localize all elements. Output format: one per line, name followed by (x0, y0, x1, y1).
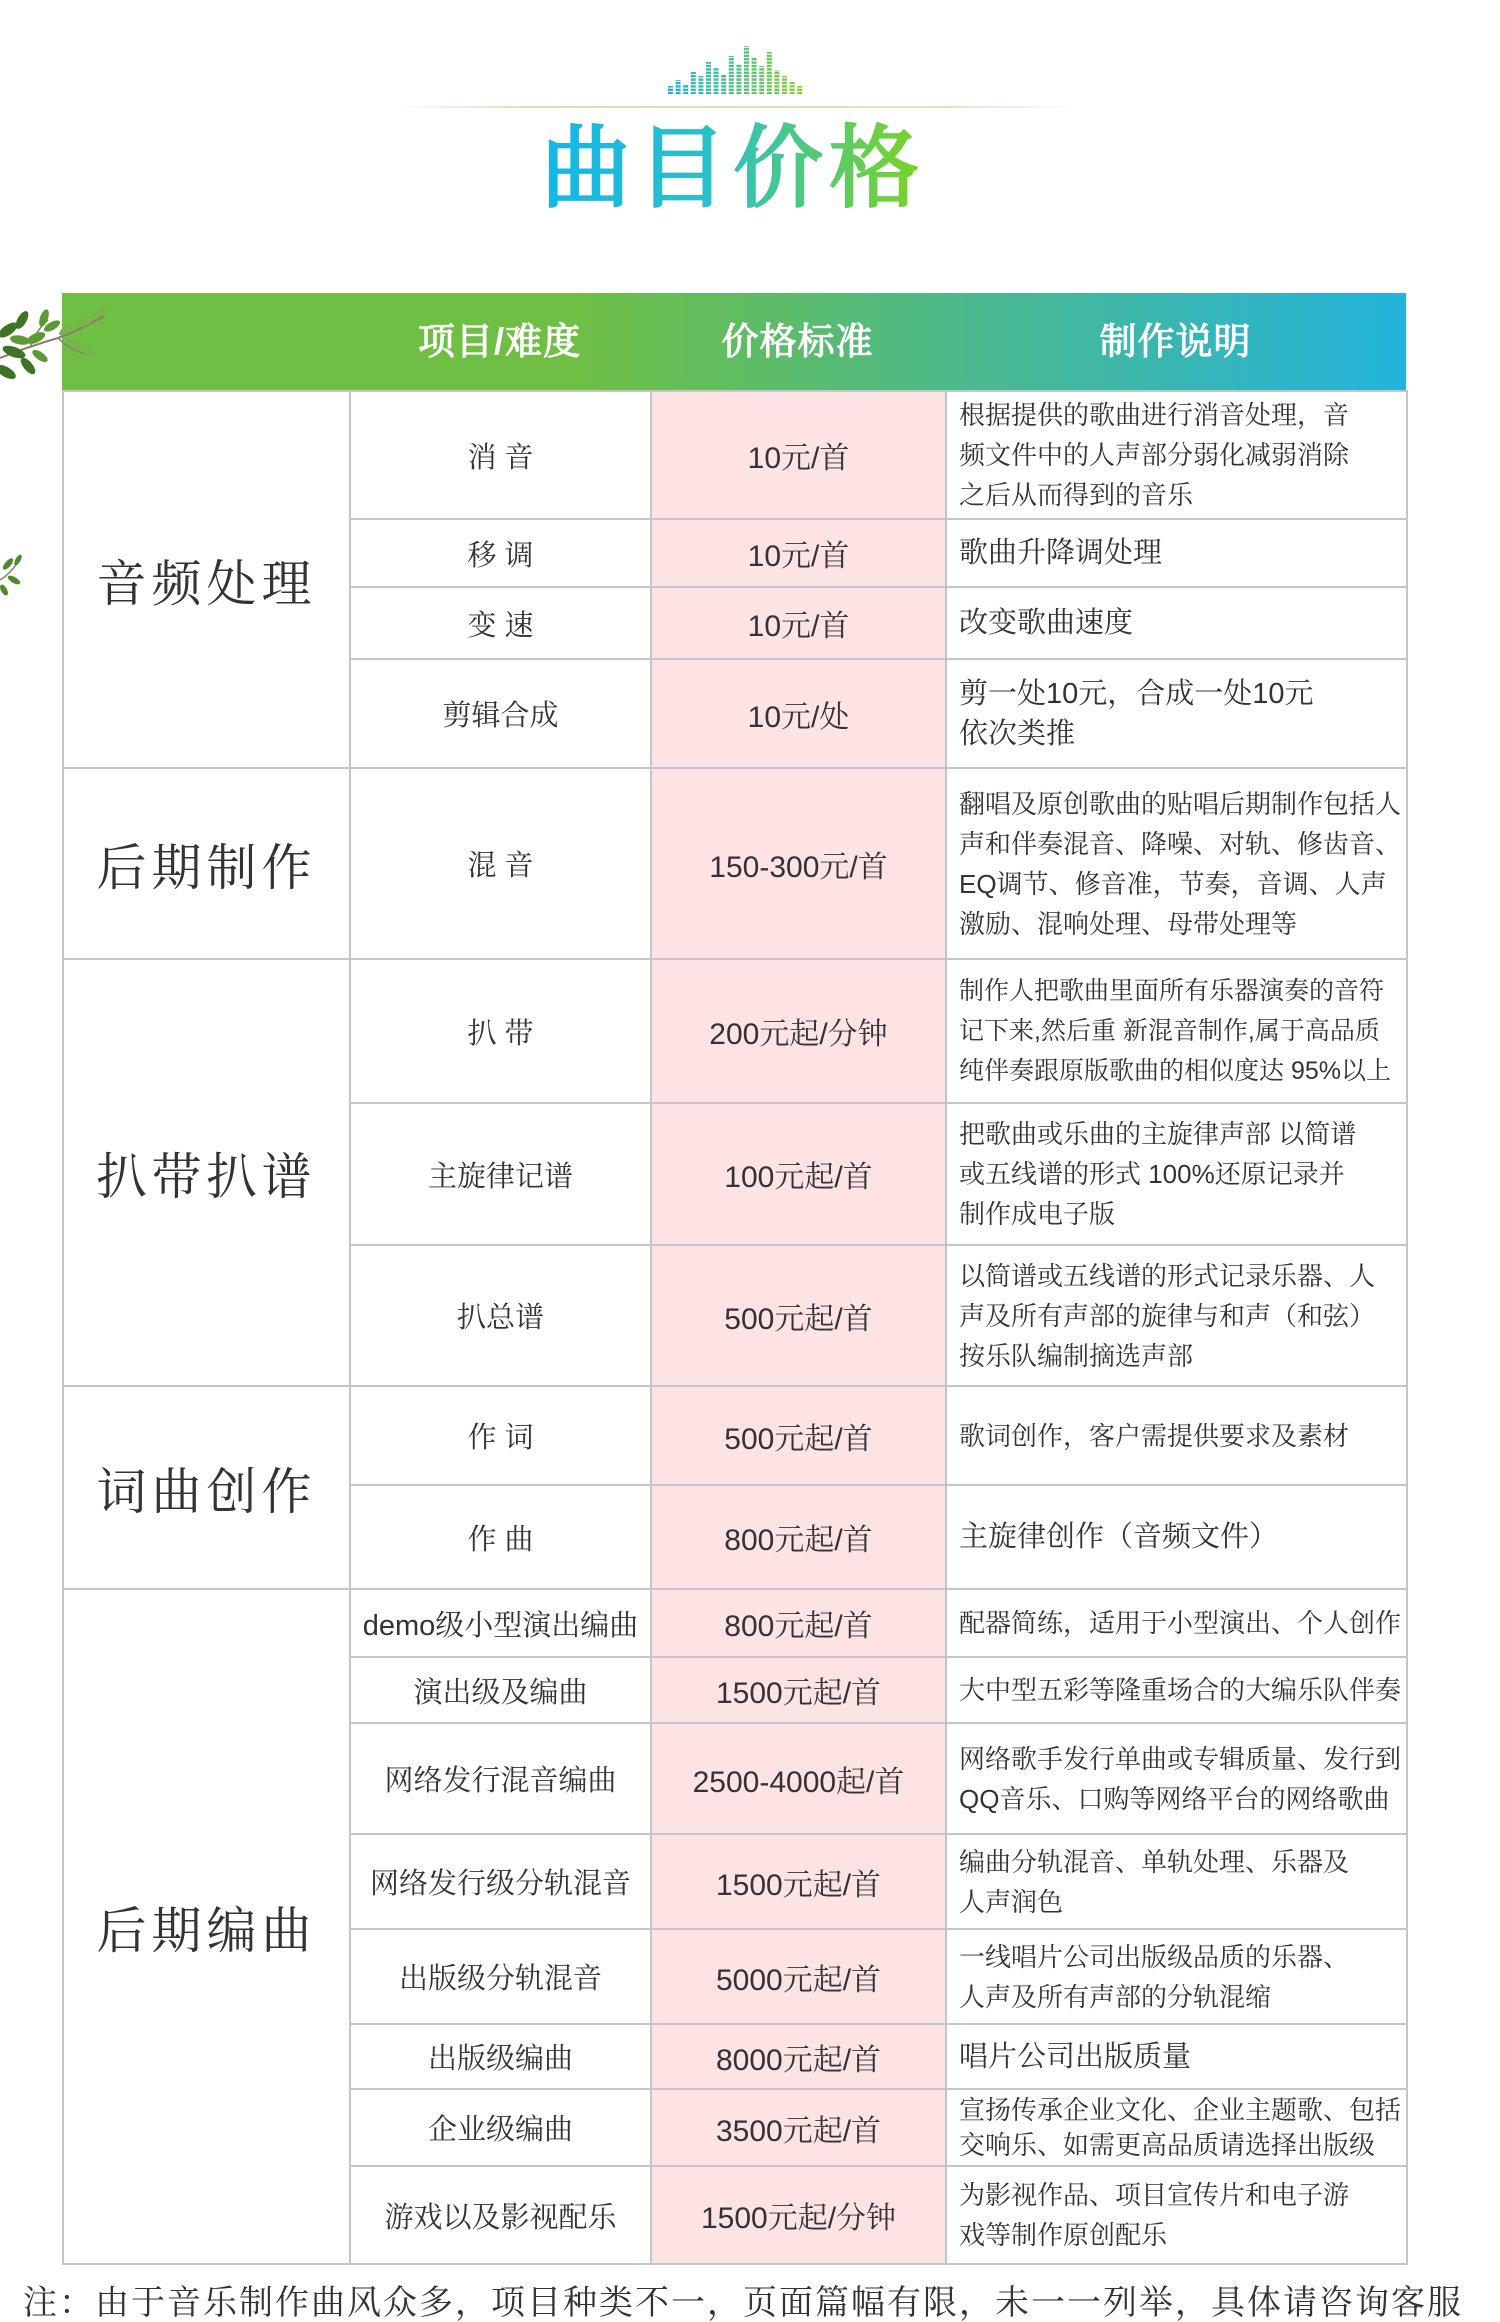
price-cell: 5000元起/首 (651, 1929, 946, 2024)
description-cell (946, 1485, 1407, 1589)
price-cell: 1500元起/首 (651, 1834, 946, 1929)
price-cell: 10元/处 (651, 659, 946, 768)
description-line: 大中型五彩等隆重场合的大编乐队伴奏 (959, 1675, 1402, 1705)
description-cell (946, 519, 1407, 587)
description-cell (946, 1929, 1407, 2024)
price-cell: 500元起/首 (651, 1386, 946, 1485)
description-line: 一线唱片公司出版级品质的乐器、 (959, 1941, 1350, 1972)
description-line: 根据提供的歌曲进行消音处理，音 (959, 400, 1350, 430)
description-line: 唱片公司出版质量 (959, 2040, 1192, 2073)
description-cell (946, 1589, 1407, 1657)
price-cell: 500元起/首 (651, 1245, 946, 1386)
description-cell (946, 2166, 1407, 2264)
equalizer-icon (667, 36, 804, 96)
item-name-cell: 扒总谱 (350, 1245, 651, 1386)
category-cell: 音频处理 (63, 391, 350, 768)
description-cell (946, 959, 1407, 1103)
description-line: 纯伴奏跟原版歌曲的相似度达 95%以上 (959, 1057, 1391, 1085)
price-cell: 2500-4000起/首 (651, 1723, 946, 1834)
price-cell: 200元起/分钟 (651, 959, 946, 1103)
description-line: 声及所有声部的旋律与和声（和弦） (959, 1300, 1376, 1331)
description-line: EQ调节、修音准，节奏，音调、人声 (959, 868, 1387, 899)
item-name-cell: 演出级及编曲 (350, 1657, 651, 1723)
description-line: 宣扬传承企业文化、企业主题歌、包括 (959, 2094, 1402, 2125)
description-line: 戏等制作原创配乐 (959, 2220, 1168, 2250)
item-name-cell: 扒 带 (350, 959, 651, 1103)
category-cell: 扒带扒谱 (63, 959, 350, 1386)
description-cell (946, 1834, 1407, 1929)
price-cell: 150-300元/首 (651, 768, 946, 959)
price-cell: 800元起/首 (651, 1589, 946, 1657)
price-cell: 3500元起/首 (651, 2089, 946, 2166)
description-cell (946, 1723, 1407, 1834)
footer-note-text: 注：由于音乐制作曲风众多，项目种类不一，页面篇幅有限，未一一列举，具体请咨询客服 (23, 2284, 1463, 2322)
description-cell (946, 659, 1407, 768)
footer-note (23, 2284, 1493, 2322)
category-cell: 后期制作 (63, 768, 350, 959)
item-name-cell: 混 音 (350, 768, 651, 959)
title-divider (395, 106, 1077, 108)
description-line: 配器简练，适用于小型演出、个人创作 (959, 1608, 1402, 1638)
description-line: 频文件中的人声部分弱化减弱消除 (959, 440, 1350, 470)
price-cell: 100元起/首 (651, 1103, 946, 1245)
description-line: 交响乐、如需更高品质请选择出版级 (959, 2129, 1376, 2160)
header-col-desc: 制作说明 (1099, 321, 1252, 362)
price-cell: 8000元起/首 (651, 2024, 946, 2089)
description-line: 编曲分轨混音、单轨处理、乐器及 (959, 1846, 1350, 1877)
header-col-item: 项目/难度 (417, 321, 582, 362)
description-line: 以简谱或五线谱的形式记录乐器、人 (959, 1260, 1376, 1291)
description-cell (946, 1386, 1407, 1485)
page-title-text: 曲目价格 (541, 119, 925, 219)
item-name-cell: 网络发行混音编曲 (350, 1723, 651, 1834)
item-name-cell: 作 词 (350, 1386, 651, 1485)
description-line: 记下来,然后重 新混音制作,属于高品质 (959, 1017, 1380, 1045)
table-row (63, 1386, 1407, 1485)
description-line: 翻唱及原创歌曲的贴唱后期制作包括人 (959, 788, 1402, 819)
description-line: 歌词创作，客户需提供要求及素材 (959, 1420, 1350, 1451)
description-cell (946, 2024, 1407, 2089)
page-title (0, 116, 1466, 222)
description-line: 网络歌手发行单曲或专辑质量、发行到 (959, 1743, 1402, 1774)
description-line: 按乐队编制摘选声部 (959, 1340, 1194, 1371)
description-line: 之后从而得到的音乐 (959, 480, 1194, 510)
description-line: 把歌曲或乐曲的主旋律声部 以简谱 (959, 1119, 1357, 1149)
item-name-cell: 作 曲 (350, 1485, 651, 1589)
description-line: 人声及所有声部的分轨混缩 (959, 1981, 1272, 2012)
header-col-price: 价格标准 (721, 321, 874, 362)
description-cell (946, 1657, 1407, 1723)
price-cell: 10元/首 (651, 391, 946, 519)
description-cell (946, 768, 1407, 959)
item-name-cell: 消 音 (350, 391, 651, 519)
item-name-cell: 游戏以及影视配乐 (350, 2166, 651, 2264)
item-name-cell: 移 调 (350, 519, 651, 587)
description-cell (946, 2089, 1407, 2166)
item-name-cell: 出版级分轨混音 (350, 1929, 651, 2024)
table-row (63, 768, 1407, 959)
description-line: 改变歌曲速度 (959, 607, 1134, 639)
price-table (62, 390, 1408, 2265)
item-name-cell: demo级小型演出编曲 (350, 1589, 651, 1657)
description-line: 人声润色 (959, 1886, 1064, 1917)
description-line: 主旋律创作（音频文件） (959, 1521, 1279, 1553)
category-cell: 词曲创作 (63, 1386, 350, 1589)
description-line: QQ音乐、口购等网络平台的网络歌曲 (959, 1783, 1390, 1814)
leaf-sprig-decoration (0, 540, 26, 606)
item-name-cell: 变 速 (350, 587, 651, 659)
table-header (62, 293, 1406, 390)
description-line: 制作人把歌曲里面所有乐器演奏的音符 (959, 977, 1385, 1005)
table-row (63, 959, 1407, 1103)
description-line: 歌曲升降调处理 (959, 537, 1163, 569)
item-name-cell: 网络发行级分轨混音 (350, 1834, 651, 1929)
price-cell: 1500元起/首 (651, 1657, 946, 1723)
item-name-cell: 出版级编曲 (350, 2024, 651, 2089)
plant-decoration (0, 280, 112, 400)
description-line: 剪一处10元，合成一处10元 (959, 677, 1314, 710)
description-cell (946, 587, 1407, 659)
item-name-cell: 企业级编曲 (350, 2089, 651, 2166)
price-cell: 10元/首 (651, 519, 946, 587)
description-line: 制作成电子版 (959, 1199, 1116, 1229)
description-cell (946, 391, 1407, 519)
price-table-body (63, 391, 1407, 2264)
category-cell: 后期编曲 (63, 1589, 350, 2264)
table-row (63, 391, 1407, 519)
description-line: 激励、混响处理、母带处理等 (959, 908, 1298, 939)
price-cell: 1500元起/分钟 (651, 2166, 946, 2264)
price-cell: 10元/首 (651, 587, 946, 659)
price-cell: 800元起/首 (651, 1485, 946, 1589)
description-cell (946, 1245, 1407, 1386)
description-cell (946, 1103, 1407, 1245)
description-line: 依次类推 (959, 717, 1076, 750)
description-line: 声和伴奏混音、降噪、对轨、修齿音、 (959, 828, 1402, 859)
table-row (63, 1589, 1407, 1657)
description-line: 或五线谱的形式 100%还原记录并 (959, 1159, 1345, 1189)
item-name-cell: 主旋律记谱 (350, 1103, 651, 1245)
description-line: 为影视作品、项目宣传片和电子游 (959, 2180, 1350, 2210)
item-name-cell: 剪辑合成 (350, 659, 651, 768)
